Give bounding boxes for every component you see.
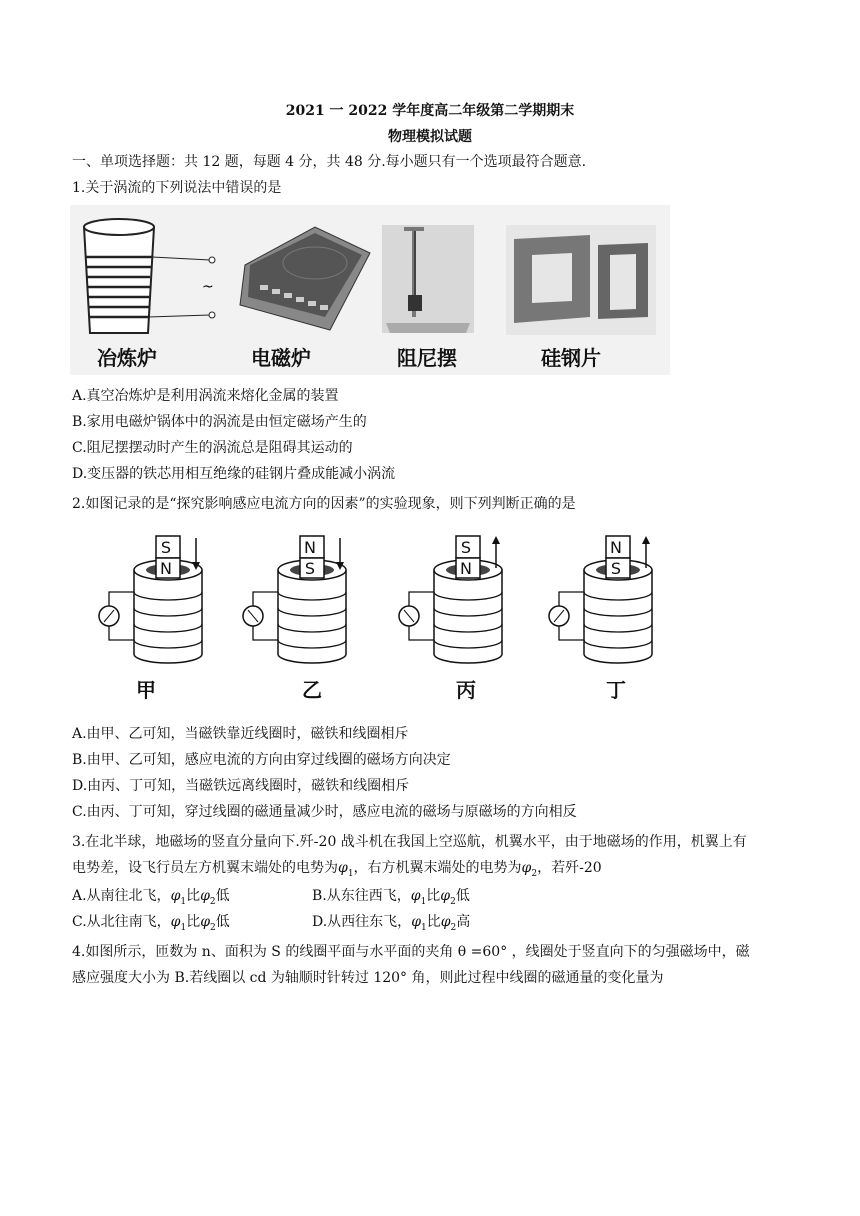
caption-ding: 丁 [606,678,626,702]
magnet-yi-bottom: S [304,559,316,578]
silicon-steel-illustration [506,225,656,335]
magnet-jia-bottom: N [160,559,172,578]
svg-text:~: ~ [202,279,214,295]
question-3-stem-line1: 3.在北半球，地磁场的竖直分量向下.歼-20 战斗机在我国上空巡航，机翼水平，由于地磁场的作用，机翼上有 [72,834,747,850]
question-3-option-c: C.从北往南飞，$\varphi_1$比$\varphi_2$低 [72,914,230,933]
caption-bing: 丙 [456,678,476,702]
question-2-option-d: D.由丙、丁可知，当磁铁远离线圈时，磁铁和线圈相斥 [72,778,410,794]
question-2-option-a: A.由甲、乙可知，当磁铁靠近线圈时，磁铁和线圈相斥 [72,726,409,742]
question-4-line1: 4.如图所示，匝数为 n、面积为 S 的线圈平面与水平面的夹角 θ =60° ，线圈处于竖直向下的匀强磁场中，磁 [72,944,750,960]
question-4-line2: 感应强度大小为 B.若线圈以 cd 为轴顺时针转过 120° 角，则此过程中线圈的磁通量的变化量为 [72,970,664,986]
question-1-option-d: D.变压器的铁芯用相互绝缘的硅钢片叠成能减小涡流 [72,466,396,482]
question-1-option-a: A.真空冶炼炉是利用涡流来熔化金属的装置 [72,388,339,404]
setup-bing [399,536,502,663]
setup-jia [99,536,202,663]
damping-pendulum-illustration [382,225,474,333]
caption-induction-cooker: 电磁炉 [251,346,311,370]
caption-yi: 乙 [302,678,322,702]
magnet-jia-top: S [160,538,172,557]
setup-ding [549,536,652,663]
question-3-stem-line2: 电势差，设飞行员左方机翼末端处的电势为$\varphi_1$，右方机翼末端处的电势为$\varphi_2$，若歼-20 [72,860,602,879]
question-2-option-b: B.由甲、乙可知，感应电流的方向由穿过线圈的磁场方向决定 [72,752,451,768]
magnet-ding-top: N [610,538,622,557]
question-1-stem: 1.关于涡流的下列说法中错误的是 [72,180,282,196]
question-2-stem: 2.如图记录的是“探究影响感应电流方向的因素”的实验现象，则下列判断正确的是 [72,496,576,512]
page-title: 2021 一 2022 学年度高二年级第二学期期末 [285,103,575,119]
caption-furnace: 冶炼炉 [97,346,157,370]
question-1-option-c: C.阻尼摆摆动时产生的涡流总是阻碍其运动的 [72,440,353,456]
caption-jia: 甲 [136,678,156,702]
caption-damping-pendulum: 阻尼摆 [397,346,457,370]
question-2-option-c: C.由丙、丁可知，穿过线圈的磁通量减少时，感应电流的磁场与原磁场的方向相反 [72,804,577,820]
page-subtitle: 物理模拟试题 [388,129,472,145]
caption-silicon-steel: 硅钢片 [541,346,601,370]
section-intro: 一、单项选择题：共 12 题，每题 4 分，共 48 分.每小题只有一个选项最符合题意. [72,154,587,170]
setup-yi [243,536,346,663]
magnet-ding-bottom: S [610,559,622,578]
magnet-bing-bottom: N [460,559,472,578]
magnet-bing-top: S [460,538,472,557]
question-3-option-b: B.从东往西飞，$\varphi_1$比$\varphi_2$低 [312,888,470,907]
question-1-option-b: B.家用电磁炉锅体中的涡流是由恒定磁场产生的 [72,414,367,430]
question-3-option-d: D.从西往东飞，$\varphi_1$比$\varphi_2$高 [312,914,471,933]
question-3-option-a: A.从南往北飞，$\varphi_1$比$\varphi_2$低 [72,888,230,907]
magnet-yi-top: N [304,538,316,557]
